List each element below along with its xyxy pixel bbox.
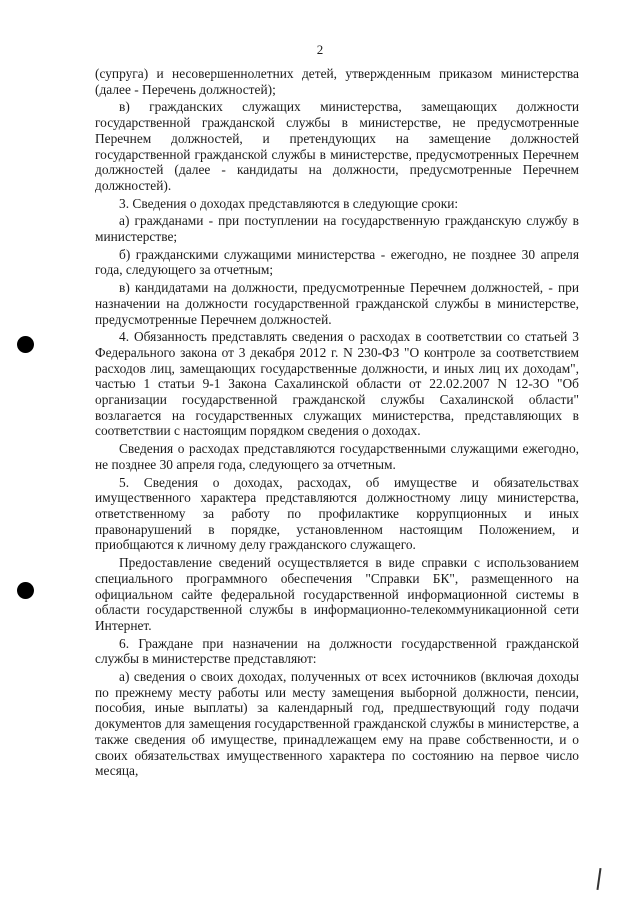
paragraph-5-submission: 5. Сведения о доходах, расходах, об имуществе и обязательствах имущественного характера представляются должностному лицу министерства, ответственному за работу по профилактике коррупционных и иных правонарушений в порядке, установленном настоящим Положением, и приобщаются к личному делу гражданского служащего. <box>95 474 579 553</box>
punch-hole-bottom <box>17 582 34 599</box>
paragraph-item-v-civil-servants: в) гражданских служащих министерства, замещающих должности государственной гражданской службы в министерстве, не предусмотренные Перечнем должностей, и претендующих на замещение должностей государственной гражданской службы в министерстве, предусмотренных Перечнем должностей (далее - кандидаты на должности, предусмотренные Перечнем должностей). <box>95 99 579 193</box>
paragraph-4-expenses-obligation: 4. Обязанность представлять сведения о расходах в соответствии со статьей 3 Федерального закона от 3 декабря 2012 г. N 230-ФЗ "О контроле за соответствием расходов лиц, замещающих государственные должности, и иных лиц их доходам", частью 1 статьи 9-1 Закона Сахалинской области от 22.02.2007 N 12-ЗО "Об организации государственной гражданской службы Сахалинской области" возлагается на государственных служащих министерства, представляющих в соответствии с настоящим порядком сведения о доходах. <box>95 329 579 439</box>
paragraph-6a: а) сведения о своих доходах, полученных от всех источников (включая доходы по прежнему месту работы или месту замещения выборной должности, пенсии, пособия, иные выплаты) за календарный год, предшествующий году подачи документов для замещения государственной гражданской службы в министерстве, а также сведения об имуществе, принадлежащем ему на праве собственности, и о своих обязательствах имущественного характера по состоянию на первое число месяца, <box>95 669 579 779</box>
paragraph-5-software: Предоставление сведений осуществляется в виде справки с использованием специального программного обеспечения "Справки БК", размещенного на официальном сайте федеральной государственной информационной системы в области государственной службы в информационно-телекоммуникационной сети Интернет. <box>95 555 579 633</box>
paragraph-3-deadlines: 3. Сведения о доходах представляются в следующие сроки: <box>119 195 459 211</box>
page-number: 2 <box>316 42 324 57</box>
paragraph-continuation: (супруга) и несовершеннолетних детей, утвержденным приказом министерства (далее - Перечень должностей); <box>95 66 579 97</box>
paragraph-3a: а) гражданами - при поступлении на государственную гражданскую службу в министерстве; <box>95 213 579 245</box>
paragraph-4-expenses-deadline: Сведения о расходах представляются государственными служащими ежегодно, не позднее 30 апреля года, следующего за отчетным. <box>95 441 579 472</box>
scan-artifact-mark <box>596 868 601 890</box>
paragraph-3v: в) кандидатами на должности, предусмотренные Перечнем должностей, - при назначении на должности государственной гражданской службы в министерстве, предусмотренные Перечнем должностей. <box>95 280 579 327</box>
paragraph-6-citizens: 6. Граждане при назначении на должности государственной гражданской службы в министерстве представляют: <box>95 635 579 667</box>
paragraph-3b: б) гражданскими служащими министерства - ежегодно, не позднее 30 апреля года, следующего за отчетным; <box>95 246 579 278</box>
document-body <box>95 66 579 781</box>
punch-hole-top <box>17 336 34 353</box>
